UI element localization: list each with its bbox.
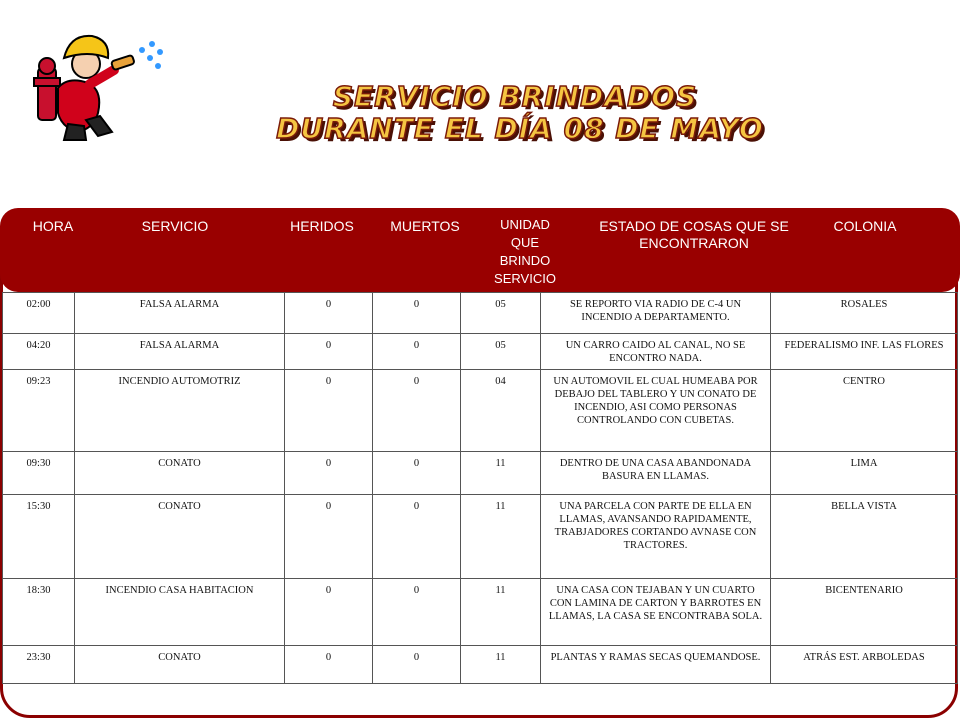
cell-unidad: 04: [461, 370, 541, 452]
cell-colonia: ATRÁS EST. ARBOLEDAS: [771, 646, 958, 684]
cell-unidad: 05: [461, 293, 541, 334]
cell-servicio: CONATO: [75, 646, 285, 684]
cell-hora: 09:23: [3, 370, 75, 452]
services-table: [2, 292, 958, 684]
cell-servicio: INCENDIO CASA HABITACION: [75, 579, 285, 646]
cell-unidad: 11: [461, 495, 541, 579]
header-estado: ESTADO DE COSAS QUE SE ENCONTRARON: [599, 218, 789, 251]
cell-hora: 18:30: [3, 579, 75, 646]
cell-muertos: 0: [373, 293, 461, 334]
cell-hora: 15:30: [3, 495, 75, 579]
cell-heridos: 0: [285, 579, 373, 646]
header-heridos: HERIDOS: [290, 218, 354, 234]
cell-servicio: FALSA ALARMA: [75, 334, 285, 370]
cell-estado: UNA PARCELA CON PARTE DE ELLA EN LLAMAS, AVANSANDO RAPIDAMENTE, TRABJADORES CORTANDO AVNASE CON TRACTORES.: [541, 495, 771, 579]
header-servicio: SERVICIO: [141, 218, 209, 234]
header-colonia: COLONIA: [833, 218, 897, 234]
cell-muertos: 0: [373, 370, 461, 452]
cell-muertos: 0: [373, 579, 461, 646]
cell-heridos: 0: [285, 646, 373, 684]
cell-heridos: 0: [285, 334, 373, 370]
table-row: [3, 646, 958, 684]
cell-muertos: 0: [373, 452, 461, 495]
header-unidad-line2: QUE: [510, 235, 540, 250]
cell-servicio: INCENDIO AUTOMOTRIZ: [75, 370, 285, 452]
cell-muertos: 0: [373, 646, 461, 684]
page-title: SERVICIO BRINDADOS: [332, 80, 698, 113]
table-row: [3, 293, 958, 334]
cell-hora: 04:20: [3, 334, 75, 370]
cell-colonia: FEDERALISMO INF. LAS FLORES: [771, 334, 958, 370]
cell-hora: 02:00: [3, 293, 75, 334]
cell-unidad: 11: [461, 646, 541, 684]
table-header: [0, 208, 960, 292]
cell-heridos: 0: [285, 452, 373, 495]
cell-servicio: CONATO: [75, 452, 285, 495]
cell-hora: 23:30: [3, 646, 75, 684]
header-unidad-line1: UNIDAD: [500, 217, 550, 232]
cell-estado: PLANTAS Y RAMAS SECAS QUEMANDOSE.: [541, 646, 771, 684]
cell-muertos: 0: [373, 495, 461, 579]
cell-unidad: 11: [461, 452, 541, 495]
page-subtitle: DURANTE EL DÍA 08 DE MAYO: [276, 112, 764, 145]
cell-colonia: ROSALES: [771, 293, 958, 334]
cell-colonia: BELLA VISTA: [771, 495, 958, 579]
table-row: [3, 334, 958, 370]
cell-estado: UNA CASA CON TEJABAN Y UN CUARTO CON LAMINA DE CARTON Y BARROTES EN LLAMAS, LA CASA SE ENCONTRABA SOLA.: [541, 579, 771, 646]
cell-colonia: BICENTENARIO: [771, 579, 958, 646]
table-row: [3, 452, 958, 495]
cell-muertos: 0: [373, 334, 461, 370]
header-unidad-line3: BRINDO: [499, 253, 551, 268]
cell-servicio: CONATO: [75, 495, 285, 579]
cell-colonia: LIMA: [771, 452, 958, 495]
cell-unidad: 11: [461, 579, 541, 646]
table-row: [3, 579, 958, 646]
cell-colonia: CENTRO: [771, 370, 958, 452]
table-row: [3, 495, 958, 579]
cell-unidad: 05: [461, 334, 541, 370]
cell-heridos: 0: [285, 293, 373, 334]
cell-estado: DENTRO DE UNA CASA ABANDONADA BASURA EN LLAMAS.: [541, 452, 771, 495]
cell-estado: UN CARRO CAIDO AL CANAL, NO SE ENCONTRO NADA.: [541, 334, 771, 370]
header-unidad-line4: SERVICIO: [494, 271, 556, 286]
cell-hora: 09:30: [3, 452, 75, 495]
header-unidad: [486, 216, 564, 288]
header-muertos: MUERTOS: [390, 218, 460, 234]
cell-estado: UN AUTOMOVIL EL CUAL HUMEABA POR DEBAJO DEL TABLERO Y UN CONATO DE INCENDIO, ASI COMO PERSONAS CONTROLANDO CON CUBETAS.: [541, 370, 771, 452]
header-hora: HORA: [32, 218, 74, 234]
cell-heridos: 0: [285, 370, 373, 452]
cell-estado: SE REPORTO VIA RADIO DE C-4 UN INCENDIO A DEPARTAMENTO.: [541, 293, 771, 334]
cell-heridos: 0: [285, 495, 373, 579]
cell-servicio: FALSA ALARMA: [75, 293, 285, 334]
table-row: [3, 370, 958, 452]
